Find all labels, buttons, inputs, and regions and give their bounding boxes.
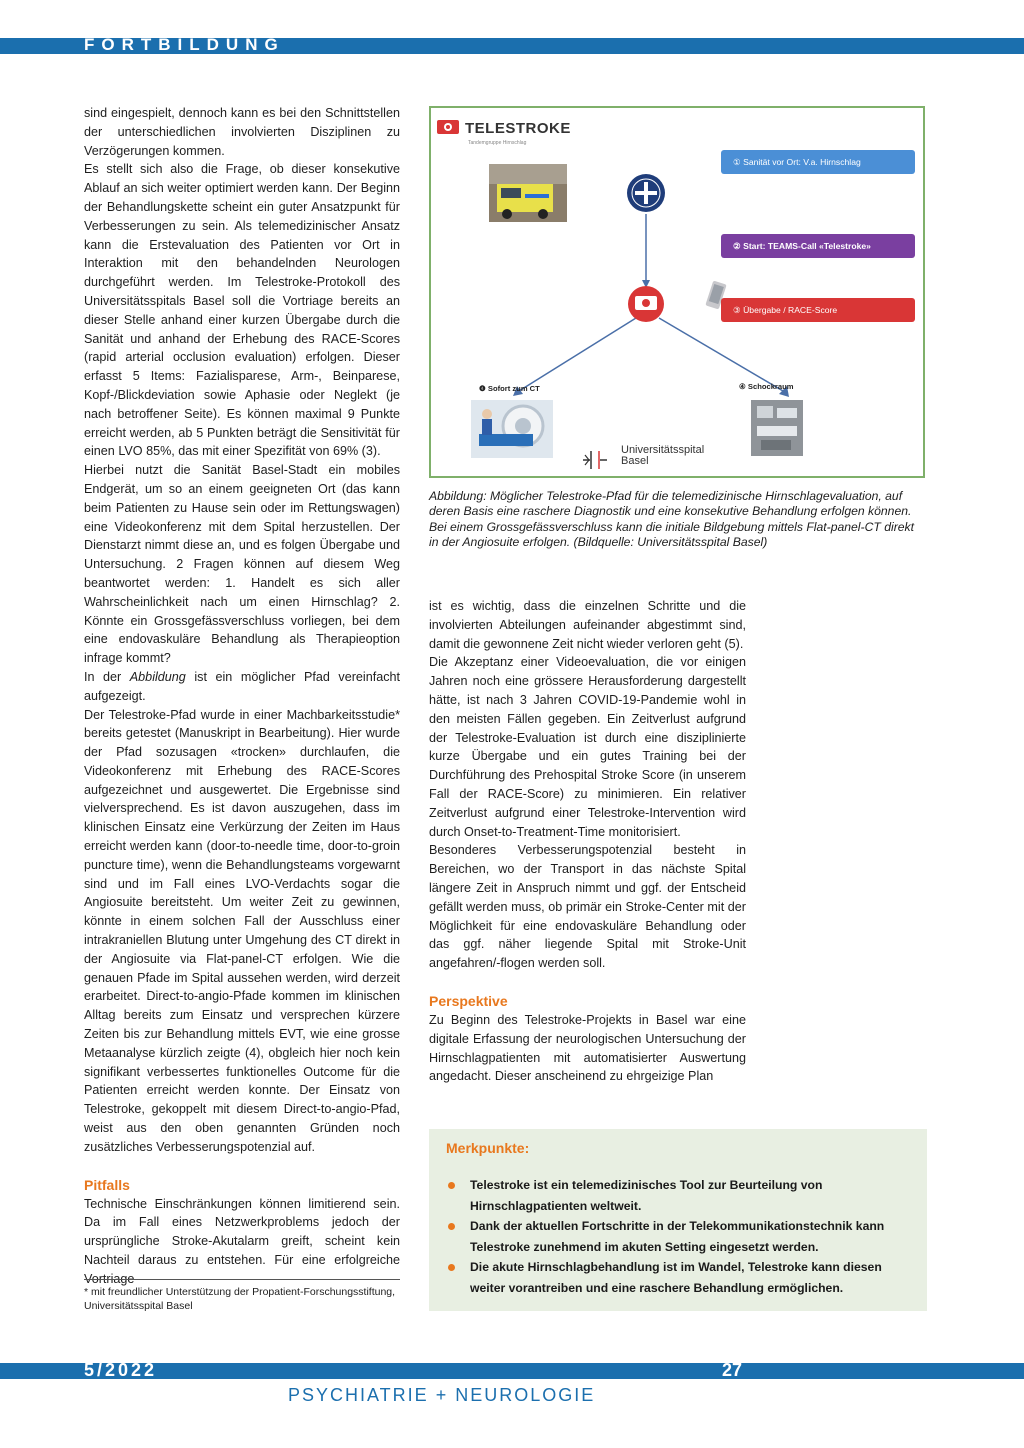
bullet-icon — [448, 1264, 455, 1271]
step-4a-label: ❹ Sofort zum CT — [479, 384, 540, 393]
step-3-pill: ③ Übergabe / RACE-Score — [721, 298, 915, 322]
paragraph: Technische Einschränkungen können limitierend sein. Da im Fall eines Netzwerkproblems jedoch der ursprüngliche Stroke-Akutalarm greift, scheint kein Nachteil daraus zu entstehen. Für eine erfolgreiche Vortriage — [84, 1196, 400, 1286]
usb-logo-text: Universitätsspital Basel — [621, 444, 705, 467]
journal-title: PSYCHIATRIE + NEUROLOGIE — [288, 1385, 596, 1405]
arrow-right — [659, 318, 783, 391]
telestroke-figure — [429, 106, 925, 478]
issue-number: 5/2022 — [84, 1360, 158, 1380]
list-item: Telestroke ist ein telemedizinisches Tool zur Beurteilung von Hirnschlagpatienten weltweit. — [446, 1175, 916, 1216]
ambulance-photo — [489, 164, 567, 222]
paragraph: Der Telestroke-Pfad wurde in einer Machbarkeitsstudie* bereits getestet (Manuskript in Bearbeitung). Hier wurde der Pfad sozusagen «trocken» durchlaufen, die Videokonferenz mit Erhebung des RACE-Scores aufgezeichnet und ausgewertet. Die Ergebnisse sind vielversprechend. Es ist davon auszugehen, dass im klinischen Einsatz eine Verkürzung der Zeiten im Haus erreicht werden kann (door-to-needle time, door-to-groin puncture time), wenn die Behandlungsteams vorgewarnt sind und im Fall eines LVO-Verdachts sogar die Angiosuite bereitsteht. Um weiter Zeit zu gewinnen, könnte in einem solchen Fall der Ausschluss einer intrakraniellen Blutung unter Umgehung des CT direkt in der Angiosuite via Flat-panel-CT erfolgen. Wie die genauen Pfade im Spital aussehen werden, wird derzeit erarbeitet. Direct-to-angio-Pfade kommen im klinischen Alltag bereits zum Einsatz und versprechen kürzere Zeiten bis zur Behandlung mittels EVT, wie eine grosse Metaanalyse kürzlich zeigte (4), obgleich hier noch kein signifikant verbessertes funktionelles Outcome für die Patienten erreicht werden konnte. Der Einsatz von Telestroke, gekoppelt mit diesem Direct-to-angio-Pfad, weist aus den oben genannten Gründen noch zusätzliches Verbesserungspotenzial auf. — [84, 707, 400, 1154]
bullet-icon — [448, 1182, 455, 1189]
central-telestroke-icon — [628, 286, 664, 322]
section-heading-pitfalls: Pitfalls — [84, 1176, 130, 1193]
figure-logo-subtitle: Tandemgruppe Hirnschlag — [468, 140, 527, 146]
arrow-left — [519, 318, 636, 391]
merkpunkte-title: Merkpunkte: — [446, 1140, 530, 1156]
sanitaet-emblem-icon — [627, 174, 665, 212]
paragraph-abbildung: In der Abbildung ist ein möglicher Pfad vereinfacht aufgezeigt. — [84, 669, 401, 703]
bullet-icon — [448, 1223, 455, 1230]
footnote: * mit freundlicher Unterstützung der Propatient-Forschungsstiftung, Universitätsspital Basel — [84, 1286, 396, 1312]
paragraph: ist es wichtig, dass die einzelnen Schritte und die involvierten Abteilungen aufeinander abgestimmt sind, damit die gewonnene Zeit nicht wieder verloren geht (5). — [429, 599, 746, 651]
paragraph: Es stellt sich also die Frage, ob dieser konsekutive Ablauf an sich weiter optimiert werden kann. Der Beginn der Behandlungskette scheint ein guter Ansatzpunkt für Verbesserungen zu sein. Als telemedizinischer Ansatz kann die Erstevaluation des Patienten vor Ort in Interaktion mit den behandelnden Neurologen durchgeführt werden. Im Telestroke-Protokoll des Universitätsspitals Basel soll die Vortriage bereits an dieser Stelle anhand einer kurzen Übergabe durch die Sanität und anhand der Erhebung des RACE-Scores (rapid arterial occlusion evaluation) erfolgen. Dieser erfasst 5 Items: Fazialisparese, Arm-, Beinparese, Kopf-/Blickdeviation sowie Aphasie oder Neglekt (je nach betroffener Seite). Es können maximal 9 Punkte erreicht werden, ab 5 Punkten beträgt die Sensitivität für einen LVO 85%, das mit einer Spezifität von 69% (3). — [84, 162, 400, 459]
list-item: Die akute Hirnschlagbehandlung ist im Wandel, Telestroke kann diesen weiter vorantreiben und eine raschere Behandlung ermöglichen. — [446, 1257, 916, 1298]
schockraum-photo — [751, 400, 803, 456]
ct-scanner-photo — [471, 400, 553, 458]
figure-caption: Abbildung: Möglicher Telestroke-Pfad für die telemedizinische Hirnschlagevaluation, auf deren Basis eine raschere Diagnostik und eine konsekutive Behandlung erfolgen können. Bei einem Grossgefässverschluss kann die initiale Bildgebung mittels Flat-panel-CT direkt in der Angiosuite erfolgen. (Bildquelle: Universitätsspital Basel) — [429, 489, 915, 550]
paragraph: Hierbei nutzt die Sanität Basel-Stadt ein mobiles Endgerät, um so an einem geeigneten Ort (das kann beim Patienten zu Hause sein oder im Rettungswagen) eine Videokonferenz mit dem Spital herzustellen. Der Dienstarzt nimmt diese an, und es folgen Übergabe und Untersuchung. 2 Fragen können auf diesem Weg beantwortet werden: 1. Handelt es sich aller Wahrscheinlichkeit nach um einen Hirnschlag? 2. Könnte ein Grossgefässverschluss vorliegen, bei dem eine endovaskuläre Behandlung als Therapieoption infrage kommt? — [84, 463, 400, 666]
paragraph: Besonderes Verbesserungspotenzial besteht in Bereichen, wo der Transport in das nächste Spital längere Zeit in Anspruch nimmt und ggf. der Entscheid gefällt werden muss, ob primär ein Stroke-Center mit der Möglichkeit für eine endovaskuläre Behandlung oder das ggf. näher liegende Spital mit Stroke-Unit angefahren/-flogen werden soll. — [429, 843, 746, 971]
text-column-left — [84, 104, 400, 1289]
page-number: 27 — [722, 1360, 743, 1380]
telestroke-logo-icon — [437, 120, 459, 134]
step-2-pill: ② Start: TEAMS-Call «Telestroke» — [721, 234, 915, 258]
paragraph: Die Akzeptanz einer Videoevaluation, die vor einigen Jahren noch eine grössere Herausforderung dargestellt hätte, ist nach 3 Jahren COVID-19-Pandemie wohl in den meisten Fällen gegeben. Ein Zeitverlust aufgrund der Telestroke-Evaluation ist durch eine disziplinierte kurze Übergabe und ein gutes Training bei der Durchführung des Prehospital Stroke Score (in unserem Fall der RACE-Score) zu minimieren. Ein relativer Zeitverlust aufgrund einer Telestroke-Intervention wird durch Onset-to-Treatment-Time monitorisiert. — [429, 655, 746, 839]
paragraph: Zu Beginn des Telestroke-Projekts in Basel war eine digitale Erfassung der neurologischen Untersuchung der Hirnschlagpatienten mit automatisierter Auswertung angedacht. Dieser anscheinend zu ehrgeizige Plan — [429, 1012, 746, 1084]
usb-logo-icon — [583, 451, 607, 469]
text-column-right — [429, 597, 746, 1086]
footnote-rule — [84, 1279, 400, 1280]
paragraph: sind eingespielt, dennoch kann es bei den Schnittstellen der unterschiedlichen involvierten Disziplinen zu Verzögerungen kommen. — [84, 106, 400, 158]
figure-reference: Abbildung — [129, 669, 186, 684]
list-item: Dank der aktuellen Fortschritte in der Telekommunikationstechnik kann Telestroke zunehmend im akuten Setting eingesetzt werden. — [446, 1216, 916, 1257]
merkpunkte-list — [446, 1175, 916, 1298]
figure-logo-text: TELESTROKE — [465, 120, 571, 137]
section-heading-perspektive: Perspektive — [429, 992, 508, 1009]
step-1-pill: ① Sanität vor Ort: V.a. Hirnschlag — [721, 150, 915, 174]
step-4b-label: ④ Schockraum — [739, 382, 794, 391]
section-label: FORTBILDUNG — [84, 35, 285, 54]
